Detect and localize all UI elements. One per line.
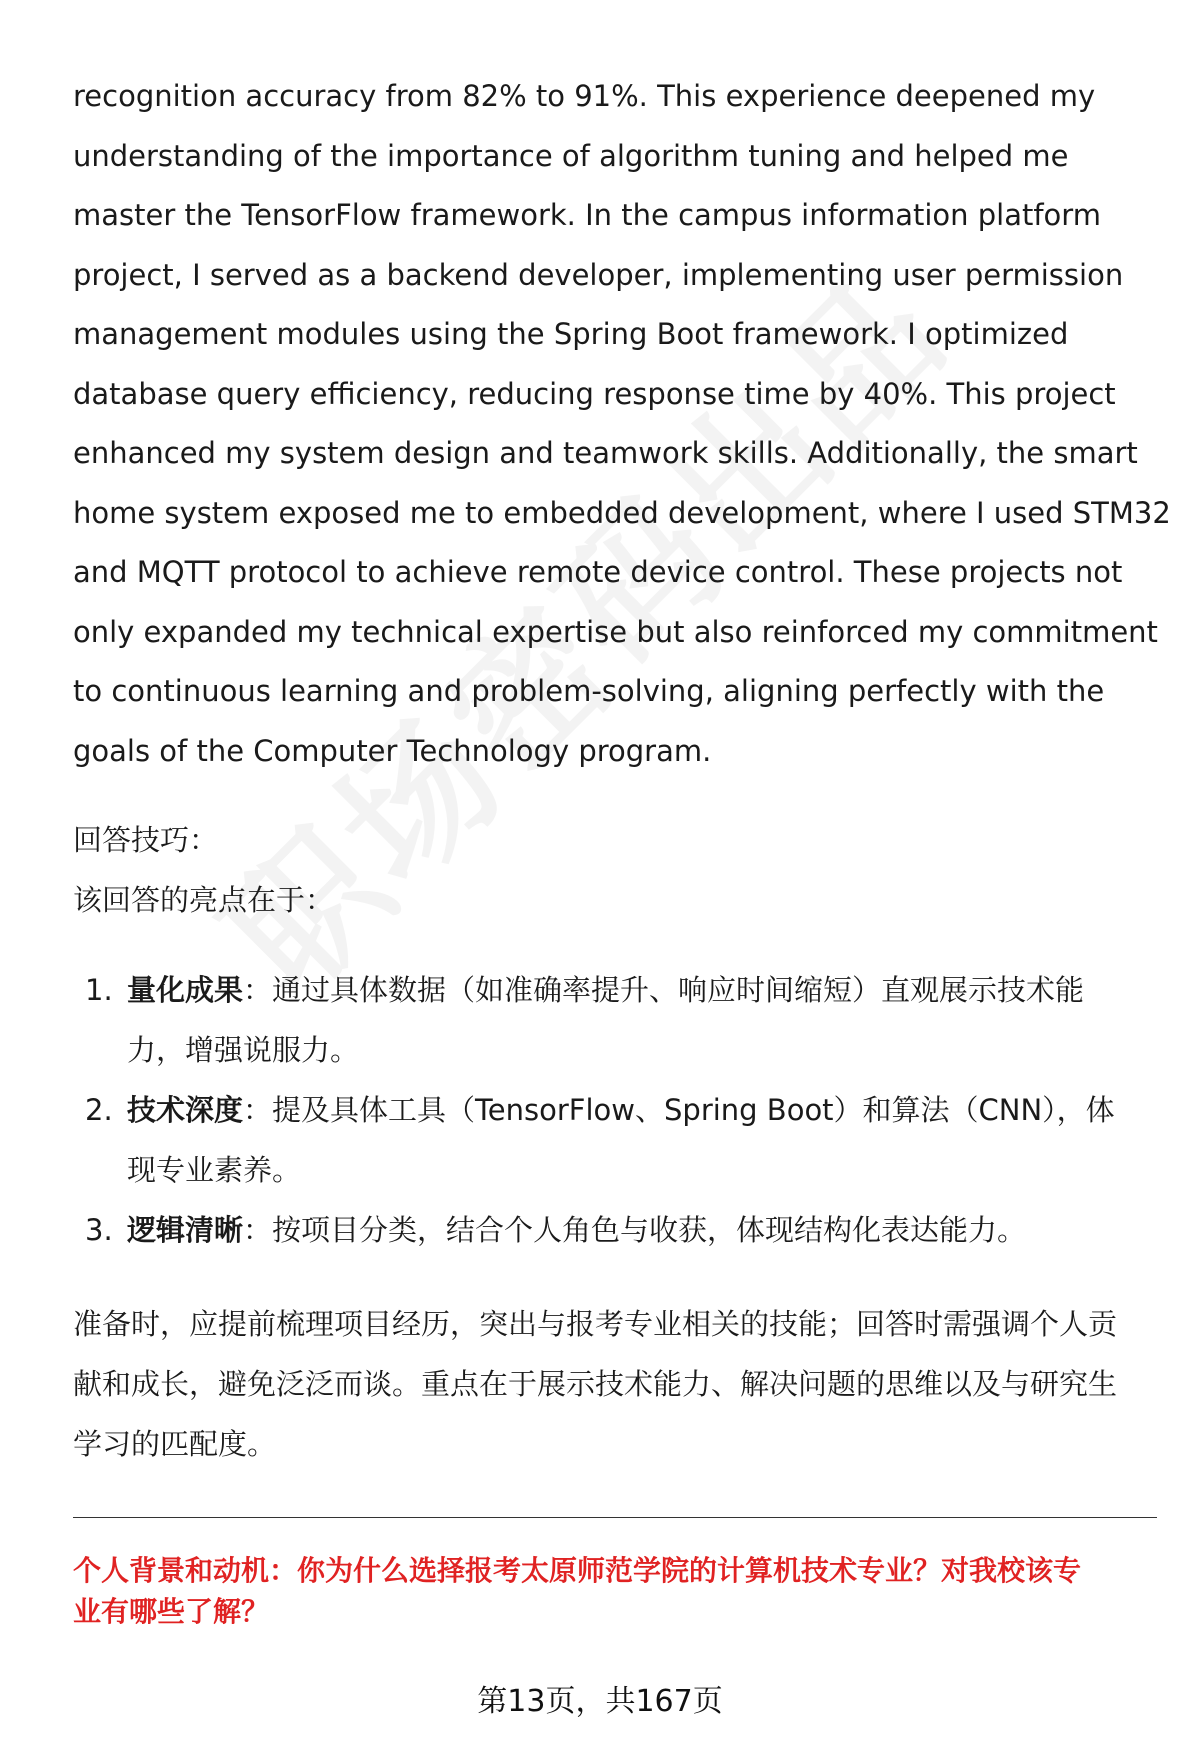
paragraph-line: management modules using the Spring Boot framework. I optimized xyxy=(73,317,1069,351)
preparation-advice xyxy=(73,1294,1117,1474)
advice-line: 准备时，应提前梳理项目经历，突出与报考专业相关的技能；回答时需强调个人贡 xyxy=(73,1307,1118,1341)
paragraph-line: enhanced my system design and teamwork skills. Additionally, the smart xyxy=(73,436,1138,470)
tips-intro: 该回答的亮点在于： xyxy=(73,883,335,917)
list-number: 1. xyxy=(85,973,113,1007)
paragraph-line: understanding of the importance of algorithm tuning and helped me xyxy=(73,138,1069,173)
advice-line: 献和成长，避免泛泛而谈。重点在于展示技术能力、解决问题的思维以及与研究生 xyxy=(73,1367,1118,1401)
highlight-list xyxy=(73,960,1163,1260)
question-line: 个人背景和动机：你为什么选择报考太原师范学院的计算机技术专业？对我校该专 xyxy=(73,1554,1082,1587)
next-question-heading xyxy=(73,1550,1163,1632)
page-number: 第13页，共167页 xyxy=(477,1684,723,1719)
list-item-line: 现专业素养。 xyxy=(127,1153,302,1187)
paragraph-line: home system exposed me to embedded development, where I used STM32 xyxy=(73,495,1171,530)
tips-heading: 回答技巧： xyxy=(73,823,219,857)
list-item-line xyxy=(127,1080,1163,1140)
paragraph-line: and MQTT protocol to achieve remote device control. These projects not xyxy=(73,555,1123,589)
list-item-term: 量化成果 xyxy=(127,973,244,1007)
list-number: 3. xyxy=(85,1213,113,1247)
paragraph-line: to continuous learning and problem-solving, aligning perfectly with the xyxy=(73,674,1105,708)
list-item-text: ：提及具体工具（TensorFlow、Spring Boot）和算法（CNN），体 xyxy=(243,1093,1115,1127)
list-item-line xyxy=(127,960,1163,1020)
list-item-term: 逻辑清晰 xyxy=(127,1213,244,1247)
advice-line: 学习的匹配度。 xyxy=(73,1427,277,1461)
list-item xyxy=(73,1080,1163,1200)
answer-paragraph xyxy=(73,67,1171,781)
list-item-term: 技术深度 xyxy=(127,1093,244,1127)
section-divider xyxy=(73,1517,1157,1518)
paragraph-line: database query efficiency, reducing response time by 40%. This project xyxy=(73,376,1116,411)
list-item-text: ：按项目分类，结合个人角色与收获，体现结构化表达能力。 xyxy=(243,1213,1027,1247)
list-item-line: 力，增强说服力。 xyxy=(127,1033,360,1067)
list-item-line xyxy=(127,1200,1163,1260)
list-item xyxy=(73,1200,1163,1260)
paragraph-line: recognition accuracy from 82% to 91%. This experience deepened my xyxy=(73,79,1096,113)
question-line: 业有哪些了解？ xyxy=(73,1595,270,1628)
paragraph-line: project, I served as a backend developer, implementing user permission xyxy=(73,257,1124,292)
list-number: 2. xyxy=(85,1093,113,1127)
paragraph-line: master the TensorFlow framework. In the campus information platform xyxy=(73,198,1101,232)
paragraph-line: goals of the Computer Technology program. xyxy=(73,733,712,768)
paragraph-line: only expanded my technical expertise but also reinforced my commitment xyxy=(73,614,1158,649)
list-item-text: ：通过具体数据（如准确率提升、响应时间缩短）直观展示技术能 xyxy=(243,973,1085,1007)
list-item xyxy=(73,960,1163,1080)
